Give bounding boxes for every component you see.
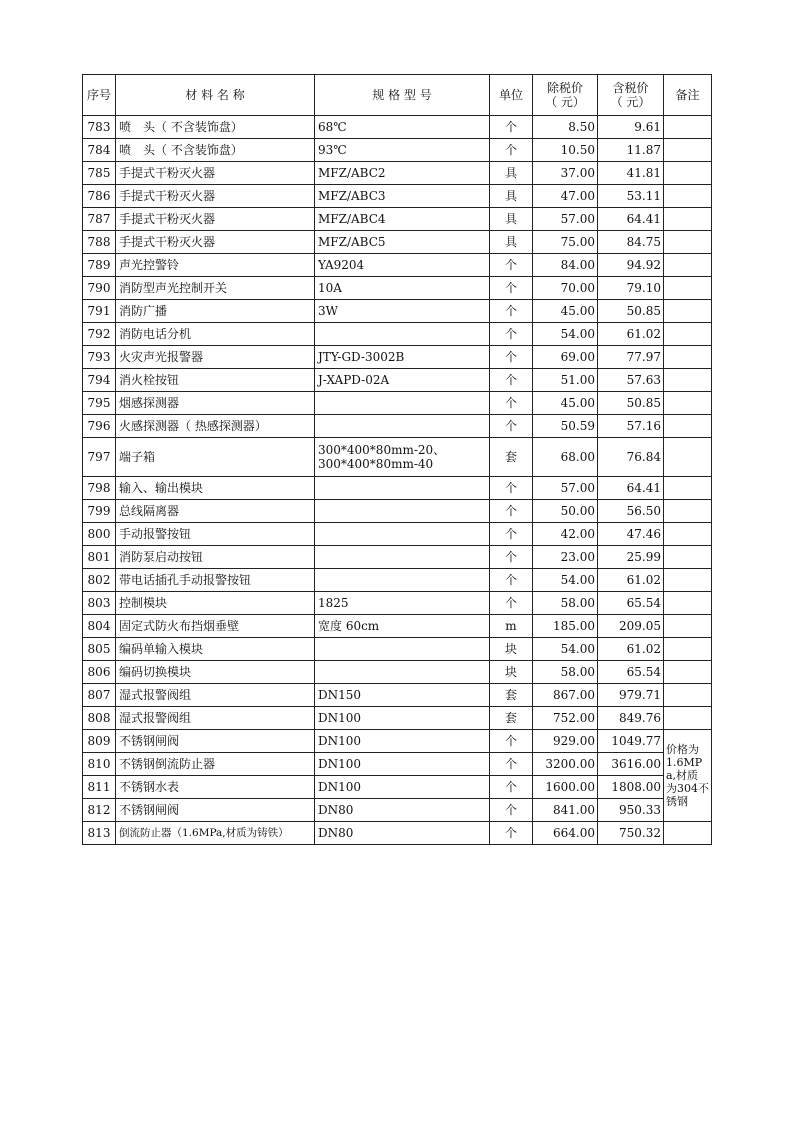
price-excl-tax: 37.00 [533,162,598,185]
header-price-ex-line1: 除税价 [546,81,583,95]
row-number: 793 [83,346,116,369]
row-number: 801 [83,546,116,569]
price-excl-tax: 8.50 [533,116,598,139]
price-incl-tax: 950.33 [598,799,664,822]
price-incl-tax: 64.41 [598,477,664,500]
unit: 个 [490,116,533,139]
unit: 块 [490,661,533,684]
material-name: 不锈钢闸阀 [116,730,315,753]
spec-model: DN100 [315,707,490,730]
material-name: 消防型声光控制开关 [116,277,315,300]
material-name: 端子箱 [116,438,315,477]
header-no: 序号 [83,75,116,116]
unit: 个 [490,415,533,438]
price-excl-tax: 185.00 [533,615,598,638]
unit: 个 [490,254,533,277]
material-name: 火灾声光报警器 [116,346,315,369]
table-header-row [83,75,712,116]
header-spec: 规 格 型 号 [315,75,490,116]
price-excl-tax: 68.00 [533,438,598,477]
price-incl-tax: 41.81 [598,162,664,185]
spec-model: 1825 [315,592,490,615]
table-row [83,231,712,254]
price-incl-tax: 61.02 [598,638,664,661]
spec-model [315,438,490,477]
price-excl-tax: 1600.00 [533,776,598,799]
remark-cell [664,277,712,300]
header-price-inc-line1: 含税价 [612,81,649,95]
price-incl-tax: 76.84 [598,438,664,477]
spec-model: DN80 [315,799,490,822]
price-incl-tax: 849.76 [598,707,664,730]
table-row [83,569,712,592]
header-price-inc-line2: （ 元） [610,95,651,109]
unit: 块 [490,638,533,661]
remark-cell [664,592,712,615]
price-incl-tax: 11.87 [598,139,664,162]
price-excl-tax: 54.00 [533,323,598,346]
table-row [83,592,712,615]
row-number: 787 [83,208,116,231]
remark-cell [664,438,712,477]
row-number: 797 [83,438,116,477]
price-excl-tax: 867.00 [533,684,598,707]
material-name: 控制模块 [116,592,315,615]
row-number: 798 [83,477,116,500]
unit: 个 [490,799,533,822]
spec-model: 3W [315,300,490,323]
row-number: 812 [83,799,116,822]
material-name: 总线隔离器 [116,500,315,523]
price-excl-tax: 752.00 [533,707,598,730]
table-row [83,415,712,438]
row-number: 802 [83,569,116,592]
price-incl-tax: 84.75 [598,231,664,254]
price-incl-tax: 209.05 [598,615,664,638]
remark-cell [664,231,712,254]
remark-cell [664,638,712,661]
price-incl-tax: 94.92 [598,254,664,277]
price-incl-tax: 61.02 [598,569,664,592]
material-name: 编码切换模块 [116,661,315,684]
spec-model: MFZ/ABC2 [315,162,490,185]
material-name: 湿式报警阀组 [116,707,315,730]
row-number: 791 [83,300,116,323]
price-incl-tax: 79.10 [598,277,664,300]
spec-model: 宽度 60cm [315,615,490,638]
table-row [83,277,712,300]
remark-cell [664,392,712,415]
price-excl-tax: 47.00 [533,185,598,208]
material-name: 固定式防火布挡烟垂壁 [116,615,315,638]
remark-cell [664,116,712,139]
table-row [83,392,712,415]
spec-model: DN80 [315,822,490,845]
price-excl-tax: 841.00 [533,799,598,822]
unit: 个 [490,300,533,323]
table-row [83,500,712,523]
remark-cell [664,139,712,162]
price-incl-tax: 50.85 [598,300,664,323]
price-table [82,74,712,845]
remark-cell [664,185,712,208]
table-row [83,822,712,845]
table-row [83,346,712,369]
remark-cell [664,415,712,438]
header-price-inc [598,75,664,116]
price-incl-tax: 50.85 [598,392,664,415]
row-number: 794 [83,369,116,392]
spec-model: 10A [315,277,490,300]
row-number: 788 [83,231,116,254]
remark-cell [664,822,712,845]
unit: 套 [490,438,533,477]
header-price-ex [533,75,598,116]
table-row [83,369,712,392]
price-excl-tax: 58.00 [533,661,598,684]
row-number: 810 [83,753,116,776]
unit: 个 [490,730,533,753]
price-excl-tax: 57.00 [533,208,598,231]
row-number: 813 [83,822,116,845]
remark-cell [664,162,712,185]
material-name: 手提式干粉灭火器 [116,162,315,185]
remark-cell: 价格为1.6MPa,材质为304不锈钢 [664,730,712,822]
row-number: 804 [83,615,116,638]
price-excl-tax: 45.00 [533,392,598,415]
unit: 个 [490,477,533,500]
price-excl-tax: 664.00 [533,822,598,845]
table-row [83,799,712,822]
material-name: 烟感探测器 [116,392,315,415]
material-name: 带电话插孔手动报警按钮 [116,569,315,592]
price-excl-tax: 51.00 [533,369,598,392]
unit: 套 [490,707,533,730]
material-name: 手提式干粉灭火器 [116,208,315,231]
price-incl-tax: 750.32 [598,822,664,845]
spec-model [315,661,490,684]
material-name: 倒流防止器（1.6MPa,材质为铸铁） [116,822,315,845]
remark-cell [664,254,712,277]
price-excl-tax: 57.00 [533,477,598,500]
table-row [83,753,712,776]
spec-line-2: 300*400*80mm-40 [318,457,434,471]
row-number: 808 [83,707,116,730]
table-row [83,116,712,139]
price-incl-tax: 53.11 [598,185,664,208]
unit: 个 [490,277,533,300]
row-number: 784 [83,139,116,162]
row-number: 785 [83,162,116,185]
price-excl-tax: 54.00 [533,638,598,661]
unit: 个 [490,523,533,546]
spec-model [315,392,490,415]
table-row [83,185,712,208]
table-row [83,776,712,799]
spec-model: 68℃ [315,116,490,139]
row-number: 786 [83,185,116,208]
row-number: 809 [83,730,116,753]
spec-model: JTY-GD-3002B [315,346,490,369]
price-incl-tax: 64.41 [598,208,664,231]
unit: 个 [490,139,533,162]
row-number: 800 [83,523,116,546]
table-row [83,707,712,730]
price-excl-tax: 23.00 [533,546,598,569]
price-excl-tax: 929.00 [533,730,598,753]
table-row [83,300,712,323]
unit: 个 [490,392,533,415]
row-number: 803 [83,592,116,615]
row-number: 805 [83,638,116,661]
price-excl-tax: 54.00 [533,569,598,592]
unit: 个 [490,776,533,799]
table-row [83,684,712,707]
price-incl-tax: 3616.00 [598,753,664,776]
remark-cell [664,208,712,231]
spec-model [315,477,490,500]
unit: 具 [490,185,533,208]
price-incl-tax: 65.54 [598,592,664,615]
remark-cell [664,615,712,638]
table-row [83,208,712,231]
unit: 具 [490,231,533,254]
remark-cell [664,500,712,523]
price-excl-tax: 10.50 [533,139,598,162]
header-price-ex-line2: （ 元） [545,95,585,109]
price-excl-tax: 58.00 [533,592,598,615]
spec-model: DN100 [315,753,490,776]
price-incl-tax: 56.50 [598,500,664,523]
remark-cell [664,569,712,592]
table-row [83,546,712,569]
spec-model [315,569,490,592]
unit: 具 [490,162,533,185]
table-row [83,523,712,546]
spec-model [315,323,490,346]
row-number: 790 [83,277,116,300]
row-number: 811 [83,776,116,799]
spec-model [315,415,490,438]
spec-model: DN100 [315,776,490,799]
material-name: 消防泵启动按钮 [116,546,315,569]
material-name: 不锈钢闸阀 [116,799,315,822]
spec-model [315,638,490,661]
header-name: 材 料 名 称 [116,75,315,116]
row-number: 789 [83,254,116,277]
table-row [83,661,712,684]
unit: 个 [490,500,533,523]
price-incl-tax: 47.46 [598,523,664,546]
material-name: 编码单输入模块 [116,638,315,661]
price-excl-tax: 50.00 [533,500,598,523]
unit: 具 [490,208,533,231]
remark-cell [664,707,712,730]
row-number: 799 [83,500,116,523]
price-incl-tax: 25.99 [598,546,664,569]
table-row [83,438,712,477]
remark-cell [664,323,712,346]
table-row [83,615,712,638]
spec-model: DN100 [315,730,490,753]
spec-model [315,523,490,546]
material-name: 喷 头（ 不含装饰盘） [116,139,315,162]
unit: 个 [490,369,533,392]
material-name: 不锈钢倒流防止器 [116,753,315,776]
remark-cell [664,684,712,707]
price-incl-tax: 77.97 [598,346,664,369]
table-row [83,139,712,162]
price-excl-tax: 75.00 [533,231,598,254]
spec-model: YA9204 [315,254,490,277]
material-name: 声光控警铃 [116,254,315,277]
price-excl-tax: 69.00 [533,346,598,369]
header-unit: 单位 [490,75,533,116]
spec-line-1: 300*400*80mm-20、 [318,443,446,457]
price-excl-tax: 45.00 [533,300,598,323]
unit: 个 [490,323,533,346]
spec-model: 93℃ [315,139,490,162]
material-name: 湿式报警阀组 [116,684,315,707]
spec-model: MFZ/ABC5 [315,231,490,254]
row-number: 783 [83,116,116,139]
price-incl-tax: 979.71 [598,684,664,707]
spec-model: MFZ/ABC4 [315,208,490,231]
price-incl-tax: 65.54 [598,661,664,684]
material-name: 火感探测器（ 热感探测器） [116,415,315,438]
remark-cell [664,523,712,546]
material-name: 喷 头（ 不含装饰盘） [116,116,315,139]
material-name: 手动报警按钮 [116,523,315,546]
material-name: 不锈钢水表 [116,776,315,799]
table-row [83,638,712,661]
spec-model: J-XAPD-02A [315,369,490,392]
unit: 个 [490,592,533,615]
material-name: 手提式干粉灭火器 [116,231,315,254]
remark-cell [664,300,712,323]
price-incl-tax: 61.02 [598,323,664,346]
price-incl-tax: 9.61 [598,116,664,139]
price-incl-tax: 57.16 [598,415,664,438]
unit: 套 [490,684,533,707]
spec-model: DN150 [315,684,490,707]
price-incl-tax: 57.63 [598,369,664,392]
row-number: 796 [83,415,116,438]
unit: 个 [490,822,533,845]
table-row [83,323,712,346]
price-excl-tax: 50.59 [533,415,598,438]
unit: 个 [490,546,533,569]
table-row [83,477,712,500]
unit: 个 [490,569,533,592]
unit: 个 [490,346,533,369]
spec-model [315,546,490,569]
row-number: 792 [83,323,116,346]
table-row [83,162,712,185]
spec-model [315,500,490,523]
row-number: 806 [83,661,116,684]
price-excl-tax: 70.00 [533,277,598,300]
unit: m [490,615,533,638]
remark-cell [664,546,712,569]
remark-cell [664,661,712,684]
material-name: 手提式干粉灭火器 [116,185,315,208]
row-number: 795 [83,392,116,415]
table-row [83,254,712,277]
material-name: 消防广播 [116,300,315,323]
row-number: 807 [83,684,116,707]
material-name: 消防电话分机 [116,323,315,346]
remark-cell [664,477,712,500]
remark-cell [664,369,712,392]
table-body [83,116,712,845]
price-excl-tax: 42.00 [533,523,598,546]
table-row [83,730,712,753]
material-name: 消火栓按钮 [116,369,315,392]
material-name: 输入、输出模块 [116,477,315,500]
unit: 个 [490,753,533,776]
remark-cell [664,346,712,369]
price-excl-tax: 3200.00 [533,753,598,776]
price-incl-tax: 1049.77 [598,730,664,753]
header-remark: 备注 [664,75,712,116]
spec-model: MFZ/ABC3 [315,185,490,208]
price-excl-tax: 84.00 [533,254,598,277]
price-incl-tax: 1808.00 [598,776,664,799]
